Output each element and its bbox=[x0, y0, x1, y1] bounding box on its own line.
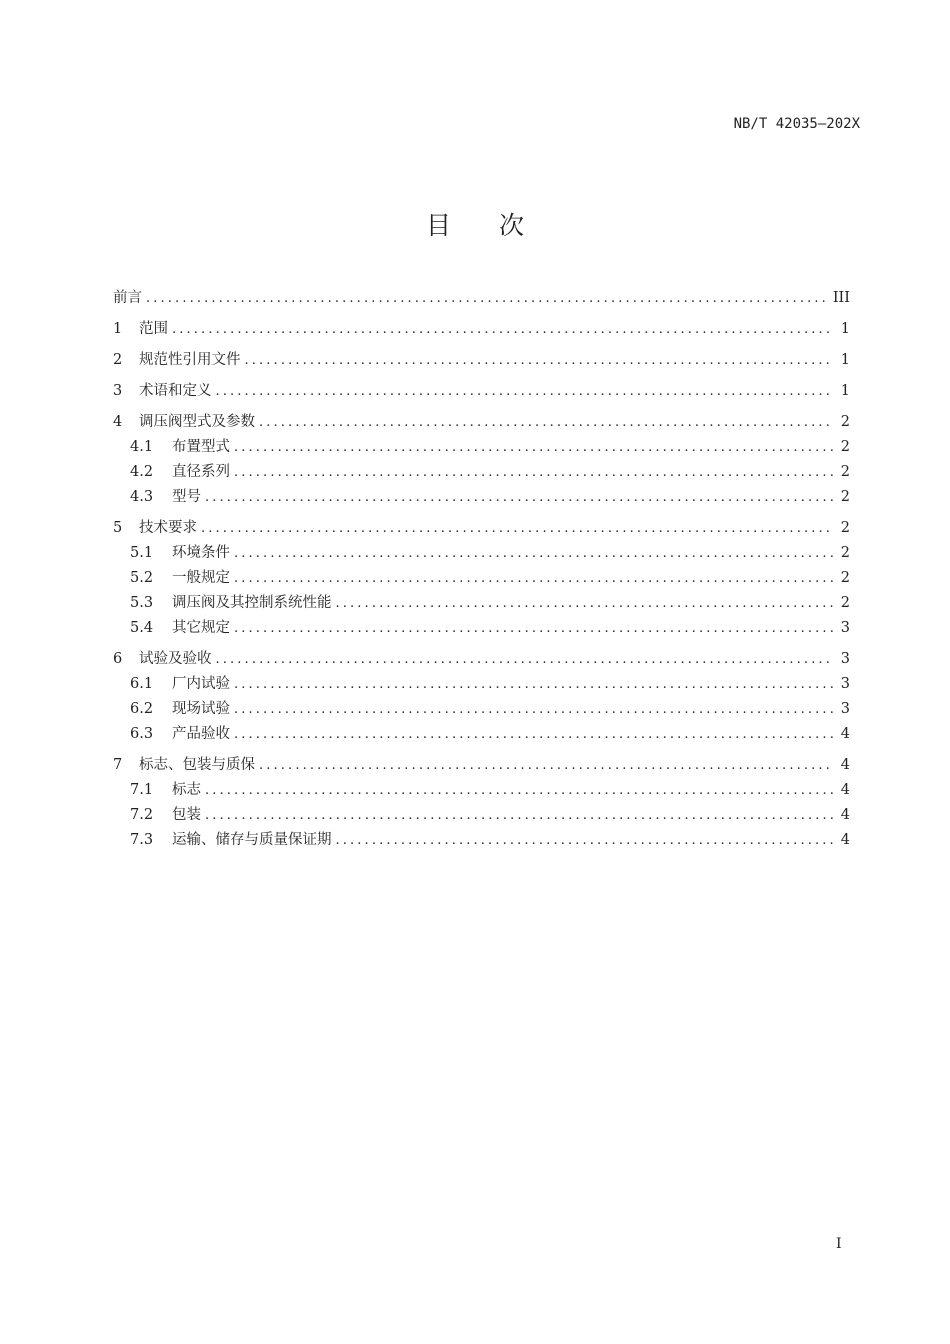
toc-entry-number: 5.4 bbox=[130, 620, 154, 636]
toc-entry[interactable] bbox=[113, 411, 850, 436]
toc-entry-page: 2 bbox=[840, 464, 850, 480]
toc-entry-title: 术语和定义 bbox=[139, 383, 212, 399]
toc-entry-number: 6.2 bbox=[130, 701, 154, 717]
page-title: 目次 bbox=[425, 211, 572, 240]
toc-entry-title: 厂内试验 bbox=[172, 676, 230, 692]
toc-entry[interactable] bbox=[113, 349, 850, 374]
toc-entry-title: 试验及验收 bbox=[139, 651, 212, 667]
toc-entry-page: 2 bbox=[840, 414, 850, 430]
toc-entry[interactable] bbox=[113, 287, 850, 312]
toc-entry[interactable] bbox=[113, 698, 850, 723]
toc-entry-page: 2 bbox=[840, 520, 850, 536]
toc-entry-title: 布置型式 bbox=[172, 439, 230, 455]
toc-entry-number: 1 bbox=[113, 321, 123, 337]
toc-entry[interactable] bbox=[113, 673, 850, 698]
toc-dot-leader bbox=[216, 381, 833, 403]
toc-entry[interactable] bbox=[113, 804, 850, 829]
toc-entry-title: 现场试验 bbox=[172, 701, 230, 717]
toc-dot-leader bbox=[234, 437, 833, 459]
toc-entry-title: 环境条件 bbox=[172, 545, 230, 561]
toc-dot-leader bbox=[234, 724, 833, 746]
toc-entry[interactable] bbox=[113, 723, 850, 748]
toc-entry-page: 3 bbox=[840, 676, 850, 692]
toc-entry-title: 前言 bbox=[113, 290, 142, 306]
toc-entry-title: 包装 bbox=[172, 807, 201, 823]
toc-entry[interactable] bbox=[113, 380, 850, 405]
toc-dot-leader bbox=[234, 543, 833, 565]
toc-entry-page: 1 bbox=[840, 321, 850, 337]
toc-entry-number: 6 bbox=[113, 651, 123, 667]
toc-entry[interactable] bbox=[113, 754, 850, 779]
toc-entry[interactable] bbox=[113, 617, 850, 642]
toc-entry[interactable] bbox=[113, 517, 850, 542]
toc-entry-page: 1 bbox=[840, 383, 850, 399]
toc-entry-title: 标志、包装与质保 bbox=[139, 757, 255, 773]
toc-entry-number: 7.3 bbox=[130, 832, 154, 848]
toc-dot-leader bbox=[245, 350, 833, 372]
toc-dot-leader bbox=[336, 830, 833, 852]
toc-entry-page: 2 bbox=[840, 595, 850, 611]
toc-entry-page: 4 bbox=[840, 807, 850, 823]
toc-entry-number: 7.1 bbox=[130, 782, 154, 798]
toc-entry-page: 3 bbox=[840, 701, 850, 717]
toc-entry-number: 4.2 bbox=[130, 464, 154, 480]
toc-dot-leader bbox=[234, 674, 833, 696]
toc-entry[interactable] bbox=[113, 567, 850, 592]
toc-entry-number: 5.2 bbox=[130, 570, 154, 586]
toc-dot-leader bbox=[201, 518, 833, 540]
toc-entry-page: 3 bbox=[840, 651, 850, 667]
toc-entry-page: 2 bbox=[840, 570, 850, 586]
toc-entry-title: 调压阀型式及参数 bbox=[139, 414, 255, 430]
toc-entry[interactable] bbox=[113, 486, 850, 511]
toc-entry-page: 2 bbox=[840, 489, 850, 505]
toc-entry-page: 4 bbox=[840, 782, 850, 798]
toc-entry[interactable] bbox=[113, 461, 850, 486]
toc-dot-leader bbox=[259, 755, 833, 777]
toc-entry-number: 6.3 bbox=[130, 726, 154, 742]
standard-number-header: NB/T 42035—202X bbox=[733, 116, 860, 132]
toc-dot-leader bbox=[336, 593, 833, 615]
toc-dot-leader bbox=[234, 699, 833, 721]
toc-entry[interactable] bbox=[113, 829, 850, 854]
toc-entry-number: 7.2 bbox=[130, 807, 154, 823]
page-number: I bbox=[836, 1236, 842, 1252]
toc-entry-page: 2 bbox=[840, 439, 850, 455]
toc-entry-title: 运输、储存与质量保证期 bbox=[172, 832, 332, 848]
toc-entry-page: 1 bbox=[840, 352, 850, 368]
toc-dot-leader bbox=[205, 487, 833, 509]
toc-entry-title: 标志 bbox=[172, 782, 201, 798]
toc-dot-leader bbox=[234, 568, 833, 590]
toc-entry[interactable] bbox=[113, 648, 850, 673]
toc-entry-number: 6.1 bbox=[130, 676, 154, 692]
toc-entry-page: 2 bbox=[840, 545, 850, 561]
toc-entry-title: 其它规定 bbox=[172, 620, 230, 636]
toc-dot-leader bbox=[234, 462, 833, 484]
toc-entry-number: 5.3 bbox=[130, 595, 154, 611]
toc-entry[interactable] bbox=[113, 592, 850, 617]
toc-entry-page: 4 bbox=[840, 757, 850, 773]
toc-entry-title: 规范性引用文件 bbox=[139, 352, 241, 368]
toc-dot-leader bbox=[216, 649, 833, 671]
toc-entry[interactable] bbox=[113, 436, 850, 461]
toc-entry-number: 4.3 bbox=[130, 489, 154, 505]
toc-entry-title: 产品验收 bbox=[172, 726, 230, 742]
toc-dot-leader bbox=[259, 412, 833, 434]
toc-entry-title: 调压阀及其控制系统性能 bbox=[172, 595, 332, 611]
toc-entry-title: 范围 bbox=[139, 321, 168, 337]
toc-dot-leader bbox=[234, 618, 833, 640]
toc-entry-title: 技术要求 bbox=[139, 520, 197, 536]
toc-entry-page: 4 bbox=[840, 726, 850, 742]
toc-entry-title: 型号 bbox=[172, 489, 201, 505]
toc-entry[interactable] bbox=[113, 779, 850, 804]
toc-entry-page: 4 bbox=[840, 832, 850, 848]
toc-entry[interactable] bbox=[113, 542, 850, 567]
toc-entry-number: 2 bbox=[113, 352, 123, 368]
toc-entry-number: 3 bbox=[113, 383, 123, 399]
toc-entry-number: 4 bbox=[113, 414, 123, 430]
toc-dot-leader bbox=[205, 805, 833, 827]
toc-entry[interactable] bbox=[113, 318, 850, 343]
toc-entry-number: 7 bbox=[113, 757, 123, 773]
table-of-contents bbox=[113, 287, 850, 854]
toc-entry-number: 4.1 bbox=[130, 439, 154, 455]
toc-entry-number: 5.1 bbox=[130, 545, 154, 561]
toc-entry-page: III bbox=[832, 290, 850, 306]
toc-dot-leader bbox=[205, 780, 833, 802]
toc-entry-title: 一般规定 bbox=[172, 570, 230, 586]
toc-dot-leader bbox=[146, 288, 825, 310]
toc-dot-leader bbox=[172, 319, 833, 341]
toc-entry-number: 5 bbox=[113, 520, 123, 536]
toc-entry-page: 3 bbox=[840, 620, 850, 636]
toc-entry-title: 直径系列 bbox=[172, 464, 230, 480]
